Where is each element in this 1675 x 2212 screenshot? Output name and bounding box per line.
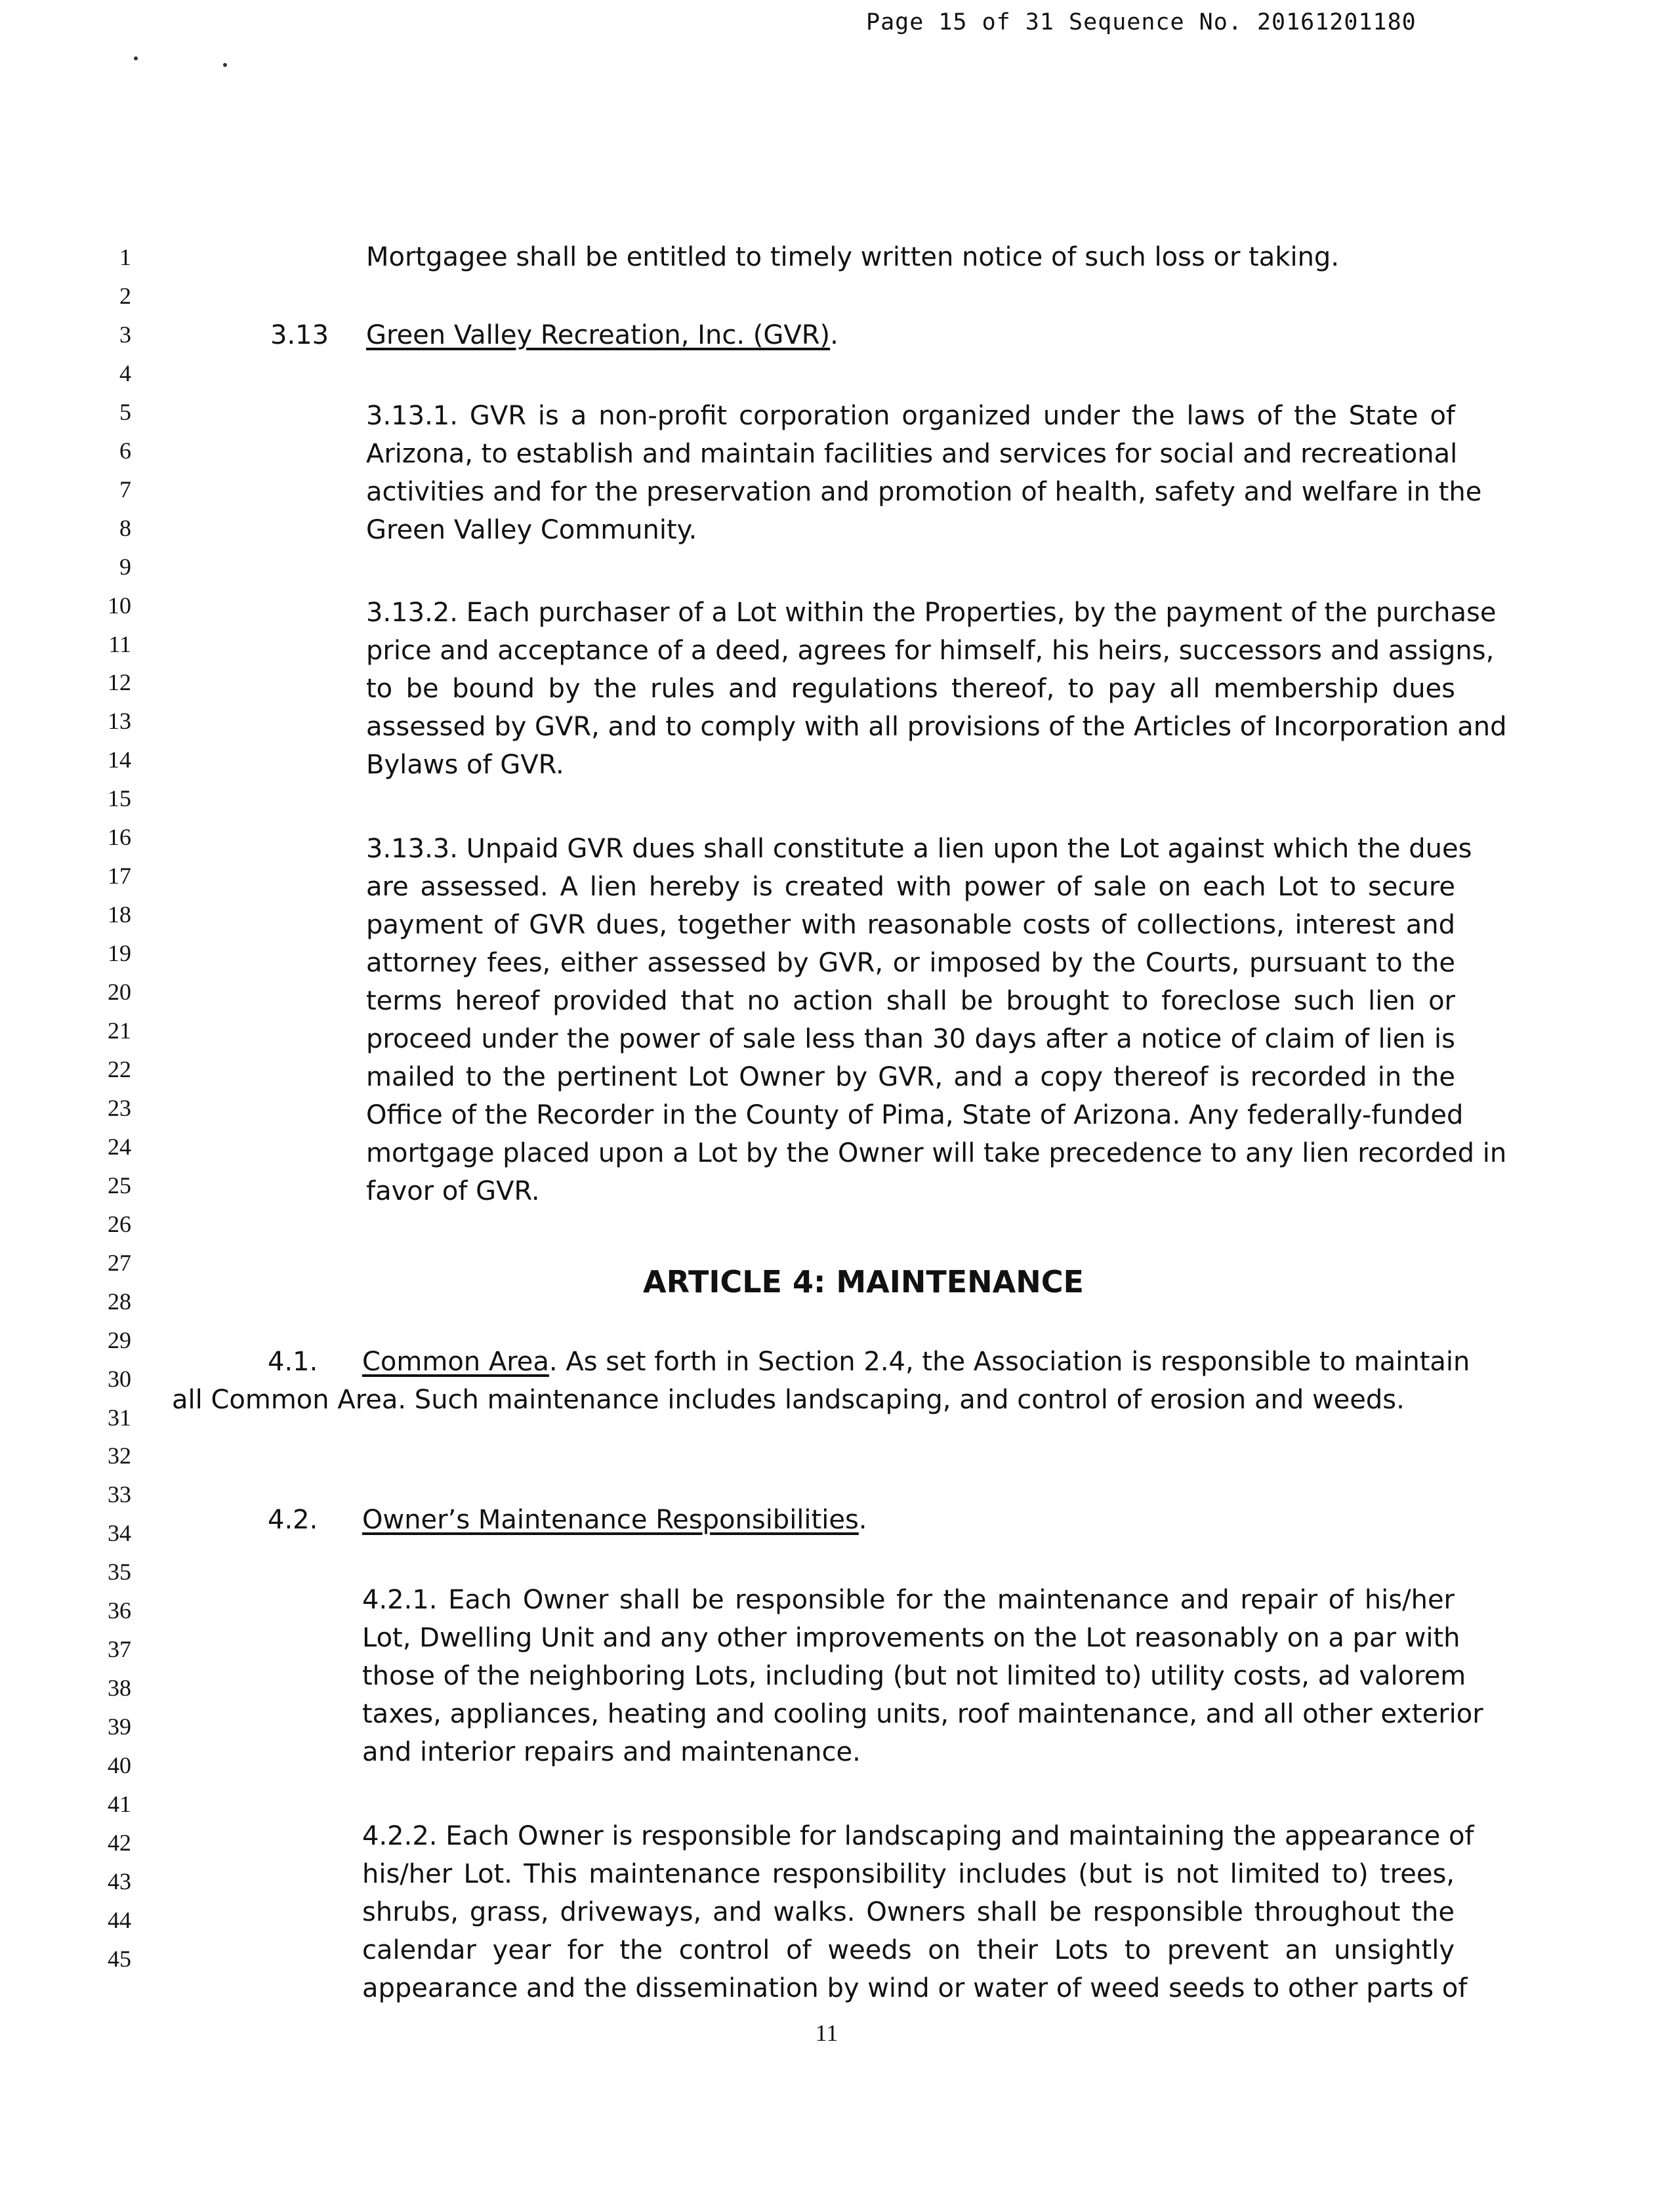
page-header: Page 15 of 31 Sequence No. 20161201180 — [866, 9, 1417, 35]
body-line: mortgage placed upon a Lot by the Owner will take precedence to any lien recorded in — [366, 1138, 1507, 1168]
line-number: 9 — [119, 553, 131, 580]
body-line: all Common Area. Such maintenance includes landscaping, and control of erosion and weeds. — [172, 1385, 1405, 1415]
line-number: 27 — [108, 1249, 131, 1276]
line-number: 44 — [108, 1906, 131, 1933]
body-line: activities and for the preservation and promotion of health, safety and welfare in the — [366, 477, 1482, 507]
line-number: 38 — [108, 1675, 131, 1702]
line-number: 39 — [108, 1713, 131, 1740]
body-line: price and acceptance of a deed, agrees for himself, his heirs, successors and assigns, — [366, 636, 1495, 666]
body-line: payment of GVR dues, together with reasonable costs of collections, interest and — [366, 910, 1455, 940]
line-number: 18 — [108, 901, 131, 928]
line-number: 3 — [119, 321, 131, 348]
line-number: 35 — [108, 1559, 131, 1586]
scan-speck — [134, 56, 138, 60]
line-number: 21 — [108, 1017, 131, 1044]
line-number: 2 — [119, 282, 131, 309]
line-number: 40 — [108, 1752, 131, 1779]
line-number: 32 — [108, 1443, 131, 1469]
line-number: 33 — [108, 1481, 131, 1508]
line-number: 31 — [108, 1404, 131, 1431]
body-line: 4.2.1. Each Owner shall be responsible for the maintenance and repair of his/her — [362, 1585, 1455, 1615]
line-number: 24 — [108, 1133, 131, 1160]
body-line: Mortgagee shall be entitled to timely written notice of such loss or taking. — [366, 242, 1340, 272]
line-number: 19 — [108, 940, 131, 967]
section-title: Green Valley Recreation, Inc. (GVR) — [366, 320, 831, 350]
body-line: those of the neighboring Lots, including (but not limited to) utility costs, ad valorem — [362, 1661, 1466, 1691]
line-number: 16 — [108, 824, 131, 851]
scan-speck — [223, 63, 227, 67]
line-number: 17 — [108, 863, 131, 890]
section-heading — [362, 1343, 1470, 1381]
line-number: 13 — [108, 708, 131, 735]
body-line: 4.2.2. Each Owner is responsible for landscaping and maintaining the appearance of — [362, 1821, 1474, 1851]
line-number: 25 — [108, 1172, 131, 1198]
line-number: 28 — [108, 1288, 131, 1315]
article-title: ARTICLE 4: MAINTENANCE — [643, 1264, 1084, 1300]
body-line: terms hereof provided that no action shall be brought to foreclose such lien or — [366, 986, 1455, 1016]
page-number: 11 — [815, 2020, 838, 2046]
line-number: 42 — [108, 1829, 131, 1856]
body-line: Bylaws of GVR. — [366, 750, 564, 780]
line-number: 23 — [108, 1094, 131, 1121]
section-number: 4.1. — [268, 1347, 318, 1377]
section-heading: Green Valley Recreation, Inc. (GVR). — [366, 320, 838, 350]
body-line: to be bound by the rules and regulations thereof, to pay all membership dues — [366, 674, 1455, 704]
body-line: Lot, Dwelling Unit and any other improvements on the Lot reasonably on a par with — [362, 1623, 1460, 1653]
line-number: 45 — [108, 1945, 131, 1972]
body-line: calendar year for the control of weeds on their Lots to prevent an unsightly — [362, 1935, 1455, 1965]
line-number: 26 — [108, 1210, 131, 1237]
body-line: Office of the Recorder in the County of Pima, State of Arizona. Any federally-funded — [366, 1100, 1464, 1130]
line-number: 43 — [108, 1868, 131, 1895]
section-number: 3.13 — [270, 320, 329, 350]
line-number: 4 — [119, 359, 131, 386]
body-line: 3.13.3. Unpaid GVR dues shall constitute a lien upon the Lot against which the dues — [366, 834, 1472, 864]
line-number: 8 — [119, 514, 131, 541]
body-line: and interior repairs and maintenance. — [362, 1737, 861, 1767]
section-text: . As set forth in Section 2.4, the Association is responsible to maintain — [548, 1347, 1470, 1377]
line-number: 10 — [108, 592, 131, 619]
body-line: his/her Lot. This maintenance responsibility includes (but is not limited to) trees, — [362, 1859, 1455, 1889]
line-number: 15 — [108, 785, 131, 812]
line-number: 11 — [108, 630, 131, 657]
body-line: Arizona, to establish and maintain facilities and services for social and recreational — [366, 439, 1458, 469]
body-line: appearance and the dissemination by wind or water of weed seeds to other parts of — [362, 1973, 1468, 2003]
section-heading: Owner’s Maintenance Responsibilities. — [362, 1505, 867, 1535]
body-line: shrubs, grass, driveways, and walks. Owners shall be responsible throughout the — [362, 1897, 1455, 1927]
line-number: 34 — [108, 1520, 131, 1547]
body-line: taxes, appliances, heating and cooling units, roof maintenance, and all other exterior — [362, 1699, 1483, 1729]
body-line: favor of GVR. — [366, 1176, 540, 1206]
section-number: 4.2. — [268, 1505, 318, 1535]
body-line: mailed to the pertinent Lot Owner by GVR, and a copy thereof is recorded in the — [366, 1062, 1455, 1092]
line-number: 22 — [108, 1055, 131, 1082]
line-number: 41 — [108, 1791, 131, 1817]
line-number: 20 — [108, 979, 131, 1006]
line-number: 1 — [119, 244, 131, 270]
section-title: Owner’s Maintenance Responsibilities — [362, 1505, 859, 1535]
body-line: are assessed. A lien hereby is created with power of sale on each Lot to secure — [366, 872, 1455, 902]
body-line: 3.13.2. Each purchaser of a Lot within the Properties, by the payment of the purchase — [366, 598, 1497, 628]
line-number: 30 — [108, 1365, 131, 1392]
body-line: proceed under the power of sale less than 30 days after a notice of claim of lien is — [366, 1024, 1455, 1054]
line-number: 29 — [108, 1326, 131, 1353]
line-number: 12 — [108, 669, 131, 696]
line-number: 36 — [108, 1597, 131, 1624]
body-line: assessed by GVR, and to comply with all provisions of the Articles of Incorporation and — [366, 712, 1507, 742]
line-number: 14 — [108, 747, 131, 773]
line-number: 5 — [119, 398, 131, 425]
body-line: Green Valley Community. — [366, 515, 697, 545]
line-number: 7 — [119, 476, 131, 502]
line-number: 6 — [119, 437, 131, 464]
line-number: 37 — [108, 1636, 131, 1663]
section-title: Common Area — [362, 1347, 549, 1377]
body-line: attorney fees, either assessed by GVR, or imposed by the Courts, pursuant to the — [366, 948, 1455, 978]
body-line: 3.13.1. GVR is a non-profit corporation organized under the laws of the State of — [366, 401, 1455, 431]
